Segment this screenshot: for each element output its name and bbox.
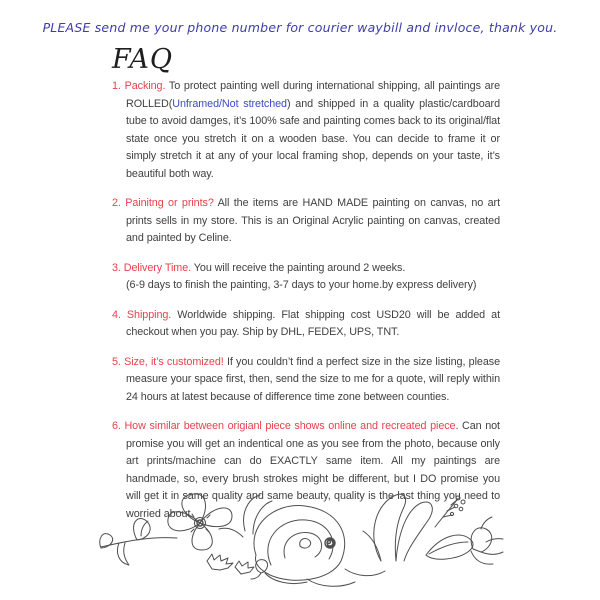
faq-item-heading: 4. Shipping. [112,308,178,321]
faq-item-text: If you couldn’t find a perfect size in the size listing, please measure your space first, then, send the size to me for a quote, will reply within 24 hours at latest because of difference time zone between counties. [126,355,500,403]
faq-list [112,78,500,535]
page-title: FAQ [112,44,174,75]
faq-item-heading: 6. How similar between origianl piece shows online and recreated piece [112,420,456,432]
faq-item [112,195,500,248]
faq-item [112,307,500,342]
faq-item-highlight: Unframed/Not stretched [172,97,287,110]
faq-item-heading: 1. Packing. [112,80,169,92]
faq-item-heading: 5. Size, it’s customized! [112,355,227,368]
faq-item-text: To protect painting well during international shipping, all paintings are ROLLED( [126,80,501,110]
faq-item-text: (6-9 days to finish the painting, 3-7 days to your home.by express delivery) [126,279,477,291]
faq-item-text: . Can not promise you will get an indentical one as you see from the photo, because only art prints/machine can do EXACTLY same item. All my paintings are handmade, so, every brush strokes might be different, but I DO promise you will get it in same quality and same beauty, quality is the last thing you need to worried about. [126,420,500,520]
faq-item-heading: 2. Painitng or prints? [112,197,218,209]
faq-item-text: Worldwide shipping. Flat shipping cost USD20 will be added at checkout when you pay. Ship by DHL, FEDEX, UPS, TNT. [126,308,500,338]
faq-item [112,354,500,407]
header-note: PLEASE send me your phone number for courier waybill and invloce, thank you. [42,20,558,35]
faq-item-text: ) and shipped in a quality plastic/cardboard tube to avoid damges, it’s 100% safe and painting comes back to its original/flat state once you stretch it on a wooden base. You can decide to frame it or simply stretch it at any of your local framing shop, depends on your taste, it’s beautiful both way. [126,97,500,180]
faq-item-text: You will receive the painting around 2 weeks. [193,261,406,274]
floral-sketch-illustration [95,484,505,594]
faq-item [112,260,500,295]
faq-item-text: All the items are HAND MADE painting on canvas, no art prints sells in my store. This is an Original Acrylic painting on canvas, created and painted by Celine. [126,197,500,244]
faq-item [112,78,500,183]
faq-item-heading: 3. Delivery Time. [112,261,194,274]
